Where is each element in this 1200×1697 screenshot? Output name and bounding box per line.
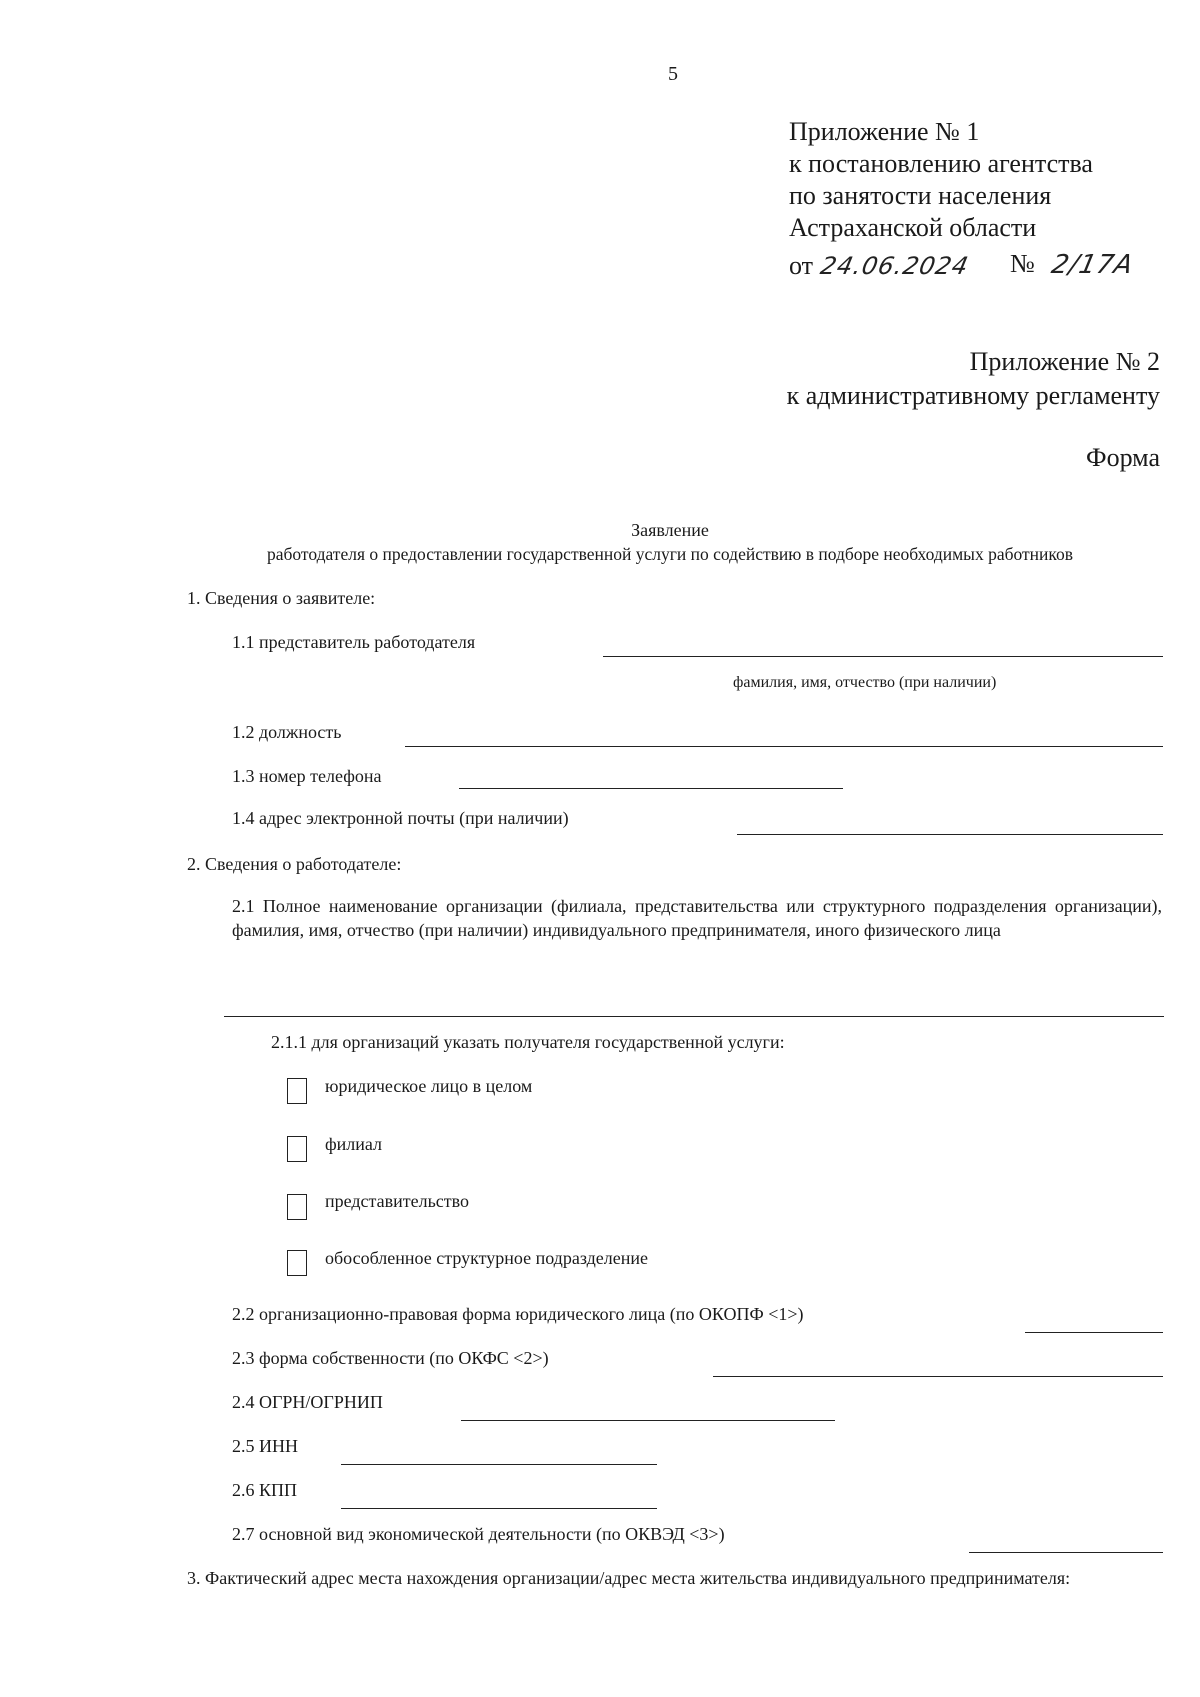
annex1-number-handwritten: 2/17А (1048, 250, 1137, 280)
section2-heading: 2. Сведения о работодателе: (187, 854, 402, 874)
document-subtitle: работодателя о предоставлении государственной услуги по содействию в подборе необходимых работников (266, 544, 1074, 564)
field-2-4-label: 2.4 ОГРН/ОГРНИП (232, 1392, 383, 1412)
option-representative-office-checkbox[interactable] (287, 1194, 307, 1220)
page-number: 5 (668, 63, 678, 85)
annex1-line2: по занятости населения (789, 181, 1052, 210)
document-title: Заявление (631, 520, 709, 540)
annex1-date-handwritten: 24.06.2024 (818, 252, 972, 280)
field-1-4-label: 1.4 адрес электронной почты (при наличии) (232, 808, 569, 828)
field-2-7-line[interactable] (969, 1552, 1163, 1553)
field-2-3-label: 2.3 форма собственности (по ОКФС <2>) (232, 1348, 549, 1368)
field-2-3-line[interactable] (713, 1376, 1163, 1377)
annex1-date-prefix: от (789, 251, 814, 280)
field-2-5-label: 2.5 ИНН (232, 1436, 298, 1456)
option-legal-entity-label: юридическое лицо в целом (325, 1076, 533, 1096)
field-1-3-line[interactable] (459, 788, 843, 789)
annex1-title: Приложение № 1 (789, 117, 980, 146)
option-branch-checkbox[interactable] (287, 1136, 307, 1162)
option-separate-division-checkbox[interactable] (287, 1250, 307, 1276)
field-2-6-line[interactable] (341, 1508, 657, 1509)
field-1-1-line[interactable] (603, 656, 1163, 657)
field-2-1-1-label: 2.1.1 для организаций указать получателя государственной услуги: (271, 1032, 785, 1052)
field-2-1-label: 2.1 Полное наименование организации (филиала, представительства или структурного подразделения организации), фамилия, имя, отчество (при наличии) индивидуального предпринимателя, иного физического лица (232, 896, 1162, 940)
option-branch-label: филиал (325, 1134, 383, 1154)
annex2-subtitle: к административному регламенту (786, 381, 1160, 410)
option-representative-office-label: представительство (325, 1191, 470, 1211)
field-2-2-label: 2.2 организационно-правовая форма юридического лица (по ОКОПФ <1>) (232, 1304, 804, 1324)
form-label: Форма (1086, 443, 1160, 472)
field-2-5-line[interactable] (341, 1464, 657, 1465)
field-2-6-label: 2.6 КПП (232, 1480, 298, 1500)
field-1-1-hint: фамилия, имя, отчество (при наличии) (733, 674, 997, 691)
field-2-1-line[interactable] (224, 1016, 1164, 1017)
field-1-2-label: 1.2 должность (232, 722, 342, 742)
annex2-title: Приложение № 2 (969, 347, 1160, 376)
field-1-2-line[interactable] (405, 746, 1163, 747)
field-1-1-label: 1.1 представитель работодателя (232, 632, 476, 652)
annex1-number-prefix: № (1010, 249, 1035, 278)
option-separate-division-label: обособленное структурное подразделение (325, 1248, 648, 1268)
field-1-3-label: 1.3 номер телефона (232, 766, 382, 786)
section1-heading: 1. Сведения о заявителе: (187, 588, 376, 608)
annex1-line1: к постановлению агентства (789, 149, 1093, 178)
option-legal-entity-checkbox[interactable] (287, 1078, 307, 1104)
field-2-7-label: 2.7 основной вид экономической деятельности (по ОКВЭД <3>) (232, 1524, 725, 1544)
field-2-4-line[interactable] (461, 1420, 835, 1421)
annex1-line3: Астраханской области (789, 213, 1037, 242)
field-1-4-line[interactable] (737, 834, 1163, 835)
field-2-2-line[interactable] (1025, 1332, 1163, 1333)
section3-heading: 3. Фактический адрес места нахождения организации/адрес места жительства индивидуального предпринимателя: (187, 1568, 1071, 1588)
